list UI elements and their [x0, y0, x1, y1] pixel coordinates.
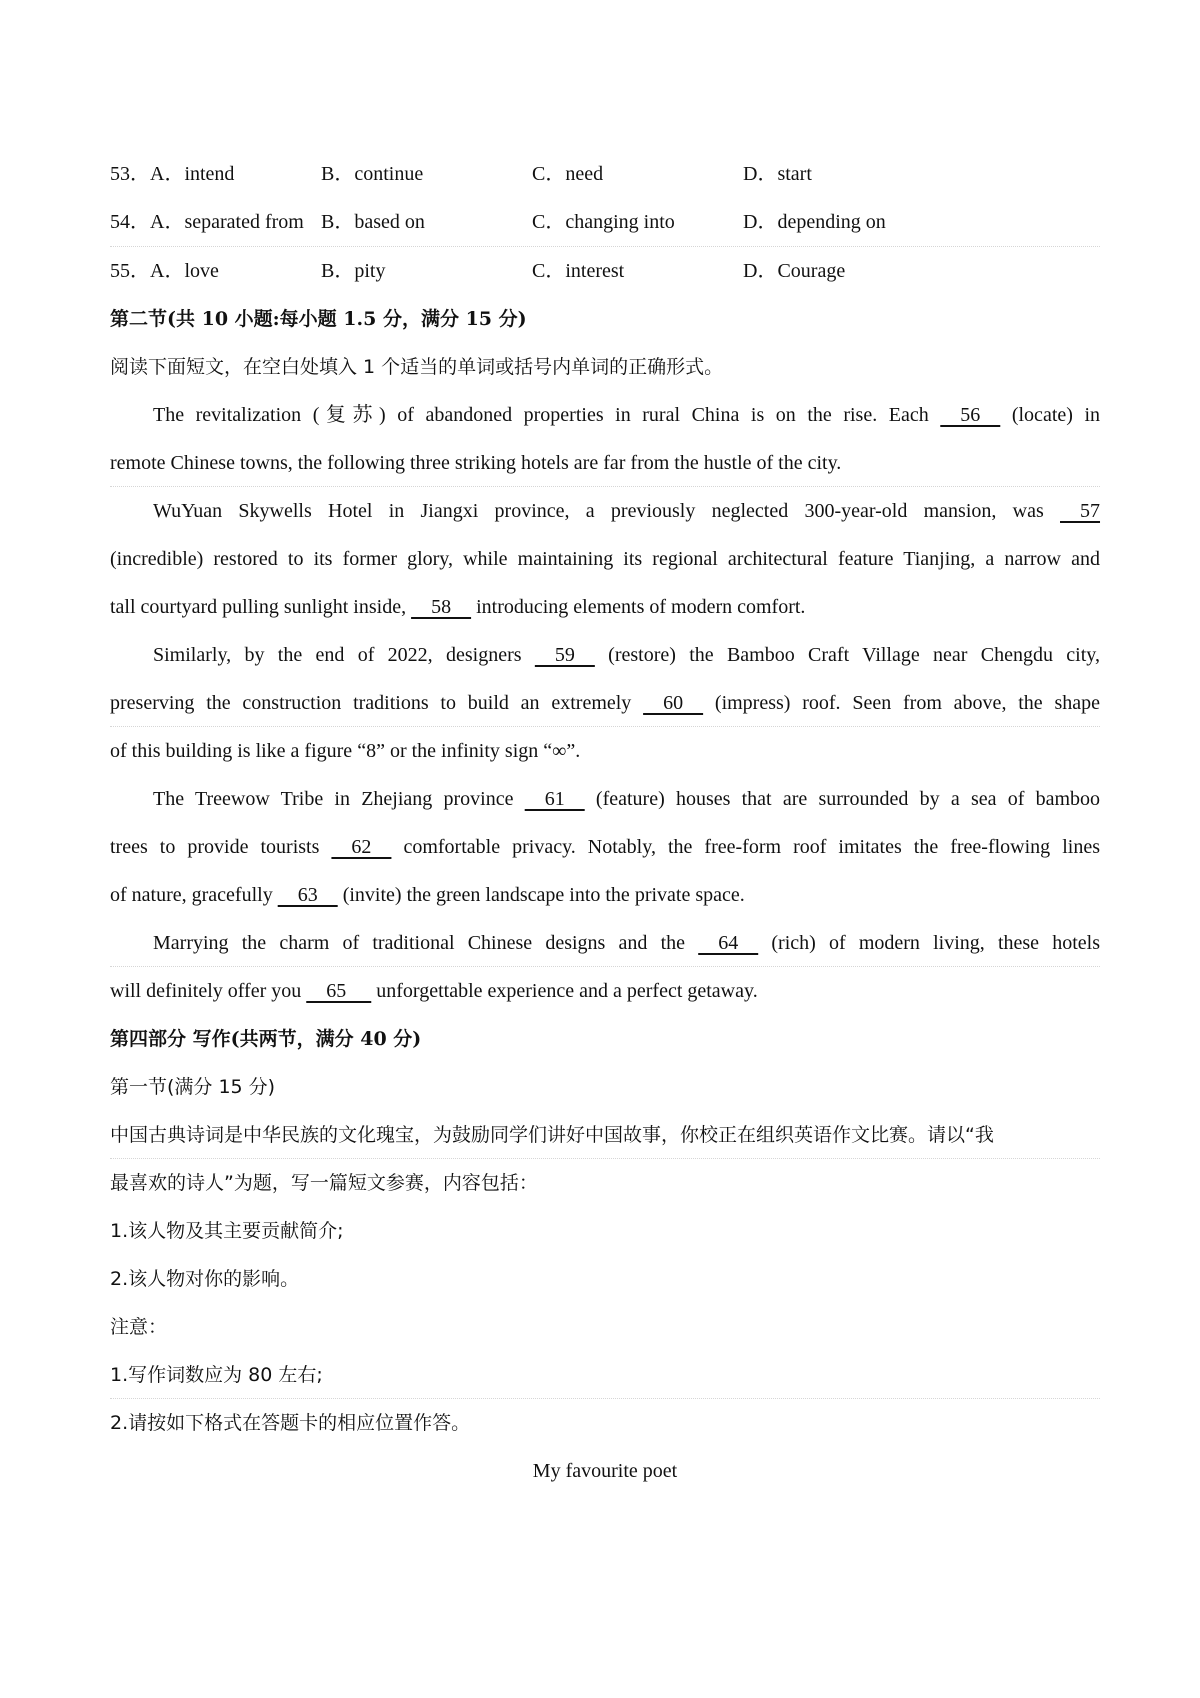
passage-text: The revitalization (复苏) of abandoned properties in rural China is on the rise. Each — [153, 404, 929, 426]
blank-56: 56 — [940, 404, 1001, 426]
passage-text: WuYuan Skywells Hotel in Jiangxi province, a previously neglected 300-year-old mansion, was — [153, 500, 1044, 522]
passage-text: comfortable privacy. Notably, the free-form roof imitates the free-flowing lines — [403, 836, 1100, 858]
passage-text: (restore) the Bamboo Craft Village near Chengdu city, — [608, 644, 1100, 666]
section-2-heading: 第二节(共 10 小题:每小题 1.5 分，满分 15 分) — [110, 308, 527, 330]
note-item-2: 2.请按如下格式在答题卡的相应位置作答。 — [110, 1412, 471, 1434]
q54-option-c: C．changing into — [532, 211, 675, 233]
blank-59: 59 — [534, 644, 595, 666]
passage-text: (locate) in — [1011, 404, 1101, 426]
passage-text: The Treewow Tribe in Zhejiang province — [153, 788, 514, 810]
passage-p4-line2 — [110, 823, 1100, 871]
q53-option-c: C．need — [532, 163, 604, 185]
passage-p1-line1 — [110, 391, 1100, 439]
blank-65: 65 — [306, 980, 372, 1002]
passage-p5-line1 — [110, 919, 1100, 967]
passage-text: will definitely offer you — [110, 980, 302, 1002]
blank-63: 63 — [277, 884, 338, 906]
blank-57: 57 — [1060, 500, 1101, 522]
essay-title: My favourite poet — [532, 1460, 678, 1482]
passage-text: preserving the construction traditions to build an extremely — [110, 692, 632, 714]
passage-text: tall courtyard pulling sunlight inside, — [110, 596, 407, 618]
passage-p4-line1 — [110, 775, 1100, 823]
note-item-1: 1.写作词数应为 80 左右; — [110, 1351, 1100, 1399]
passage-text: unforgettable experience and a perfect getaway. — [376, 980, 758, 1002]
part-4-subheading: 第一节(满分 15 分) — [110, 1076, 276, 1098]
q54-option-a: 54．A．separated from — [110, 211, 304, 233]
passage-text: trees to provide tourists — [110, 836, 320, 858]
passage-p3-line1 — [110, 631, 1100, 679]
passage-p1-line2: remote Chinese towns, the following three striking hotels are far from the hustle of the city. — [110, 439, 1100, 487]
blank-60: 60 — [643, 692, 704, 714]
question-53-options — [110, 150, 1100, 198]
passage-text: (feature) houses that are surrounded by a sea of bamboo — [595, 788, 1101, 810]
blank-62: 62 — [331, 836, 392, 858]
passage-text: introducing elements of modern comfort. — [476, 596, 806, 618]
passage-p2-line2: (incredible) restored to its former glory, while maintaining its regional architectural feature Tianjing, a narrow and — [110, 548, 1100, 570]
blank-64: 64 — [698, 932, 759, 954]
q53-option-d: D．start — [743, 163, 812, 185]
passage-p5-line2 — [110, 967, 1100, 1015]
q53-option-a: 53．A．intend — [110, 163, 235, 185]
passage-text: of nature, gracefully — [110, 884, 273, 906]
part-4-heading: 第四部分 写作(共两节，满分 40 分) — [110, 1028, 422, 1050]
passage-text: (rich) of modern living, these hotels — [771, 932, 1101, 954]
q54-option-b: B．based on — [321, 211, 425, 233]
passage-p3-line2 — [110, 679, 1100, 727]
blank-61: 61 — [524, 788, 585, 810]
passage-p2-line1 — [110, 487, 1100, 535]
passage-p2-line3 — [110, 583, 1100, 631]
blank-58: 58 — [411, 596, 472, 618]
passage-text: (impress) roof. Seen from above, the shape — [714, 692, 1100, 714]
passage-text: (invite) the green landscape into the private space. — [342, 884, 745, 906]
question-54-options — [110, 198, 1100, 247]
note-label: 注意： — [110, 1316, 168, 1338]
writing-item-2: 2.该人物对你的影响。 — [110, 1268, 300, 1290]
q53-option-b: B．continue — [321, 163, 424, 185]
writing-task-line1: 中国古典诗词是中华民族的文化瑰宝，为鼓励同学们讲好中国故事，你校正在组织英语作文比赛。请以“我 — [110, 1111, 1100, 1159]
writing-task-line2: 最喜欢的诗人”为题，写一篇短文参赛，内容包括： — [110, 1172, 538, 1194]
question-55-options — [110, 247, 1100, 295]
exam-page — [110, 150, 1100, 1495]
passage-text: Marrying the charm of traditional Chinese designs and the — [153, 932, 686, 954]
passage-p4-line3 — [110, 871, 1100, 919]
q55-option-b: B．pity — [321, 260, 386, 282]
section-2-instruction: 阅读下面短文，在空白处填入 1 个适当的单词或括号内单词的正确形式。 — [110, 356, 724, 378]
q55-option-c: C．interest — [532, 260, 625, 282]
passage-p3-line3: of this building is like a figure “8” or the infinity sign “∞”. — [110, 740, 581, 762]
q55-option-a: 55．A．love — [110, 260, 219, 282]
writing-item-1: 1.该人物及其主要贡献简介; — [110, 1220, 344, 1242]
q55-option-d: D．Courage — [743, 260, 846, 282]
q54-option-d: D．depending on — [743, 211, 886, 233]
passage-text: Similarly, by the end of 2022, designers — [153, 644, 522, 666]
